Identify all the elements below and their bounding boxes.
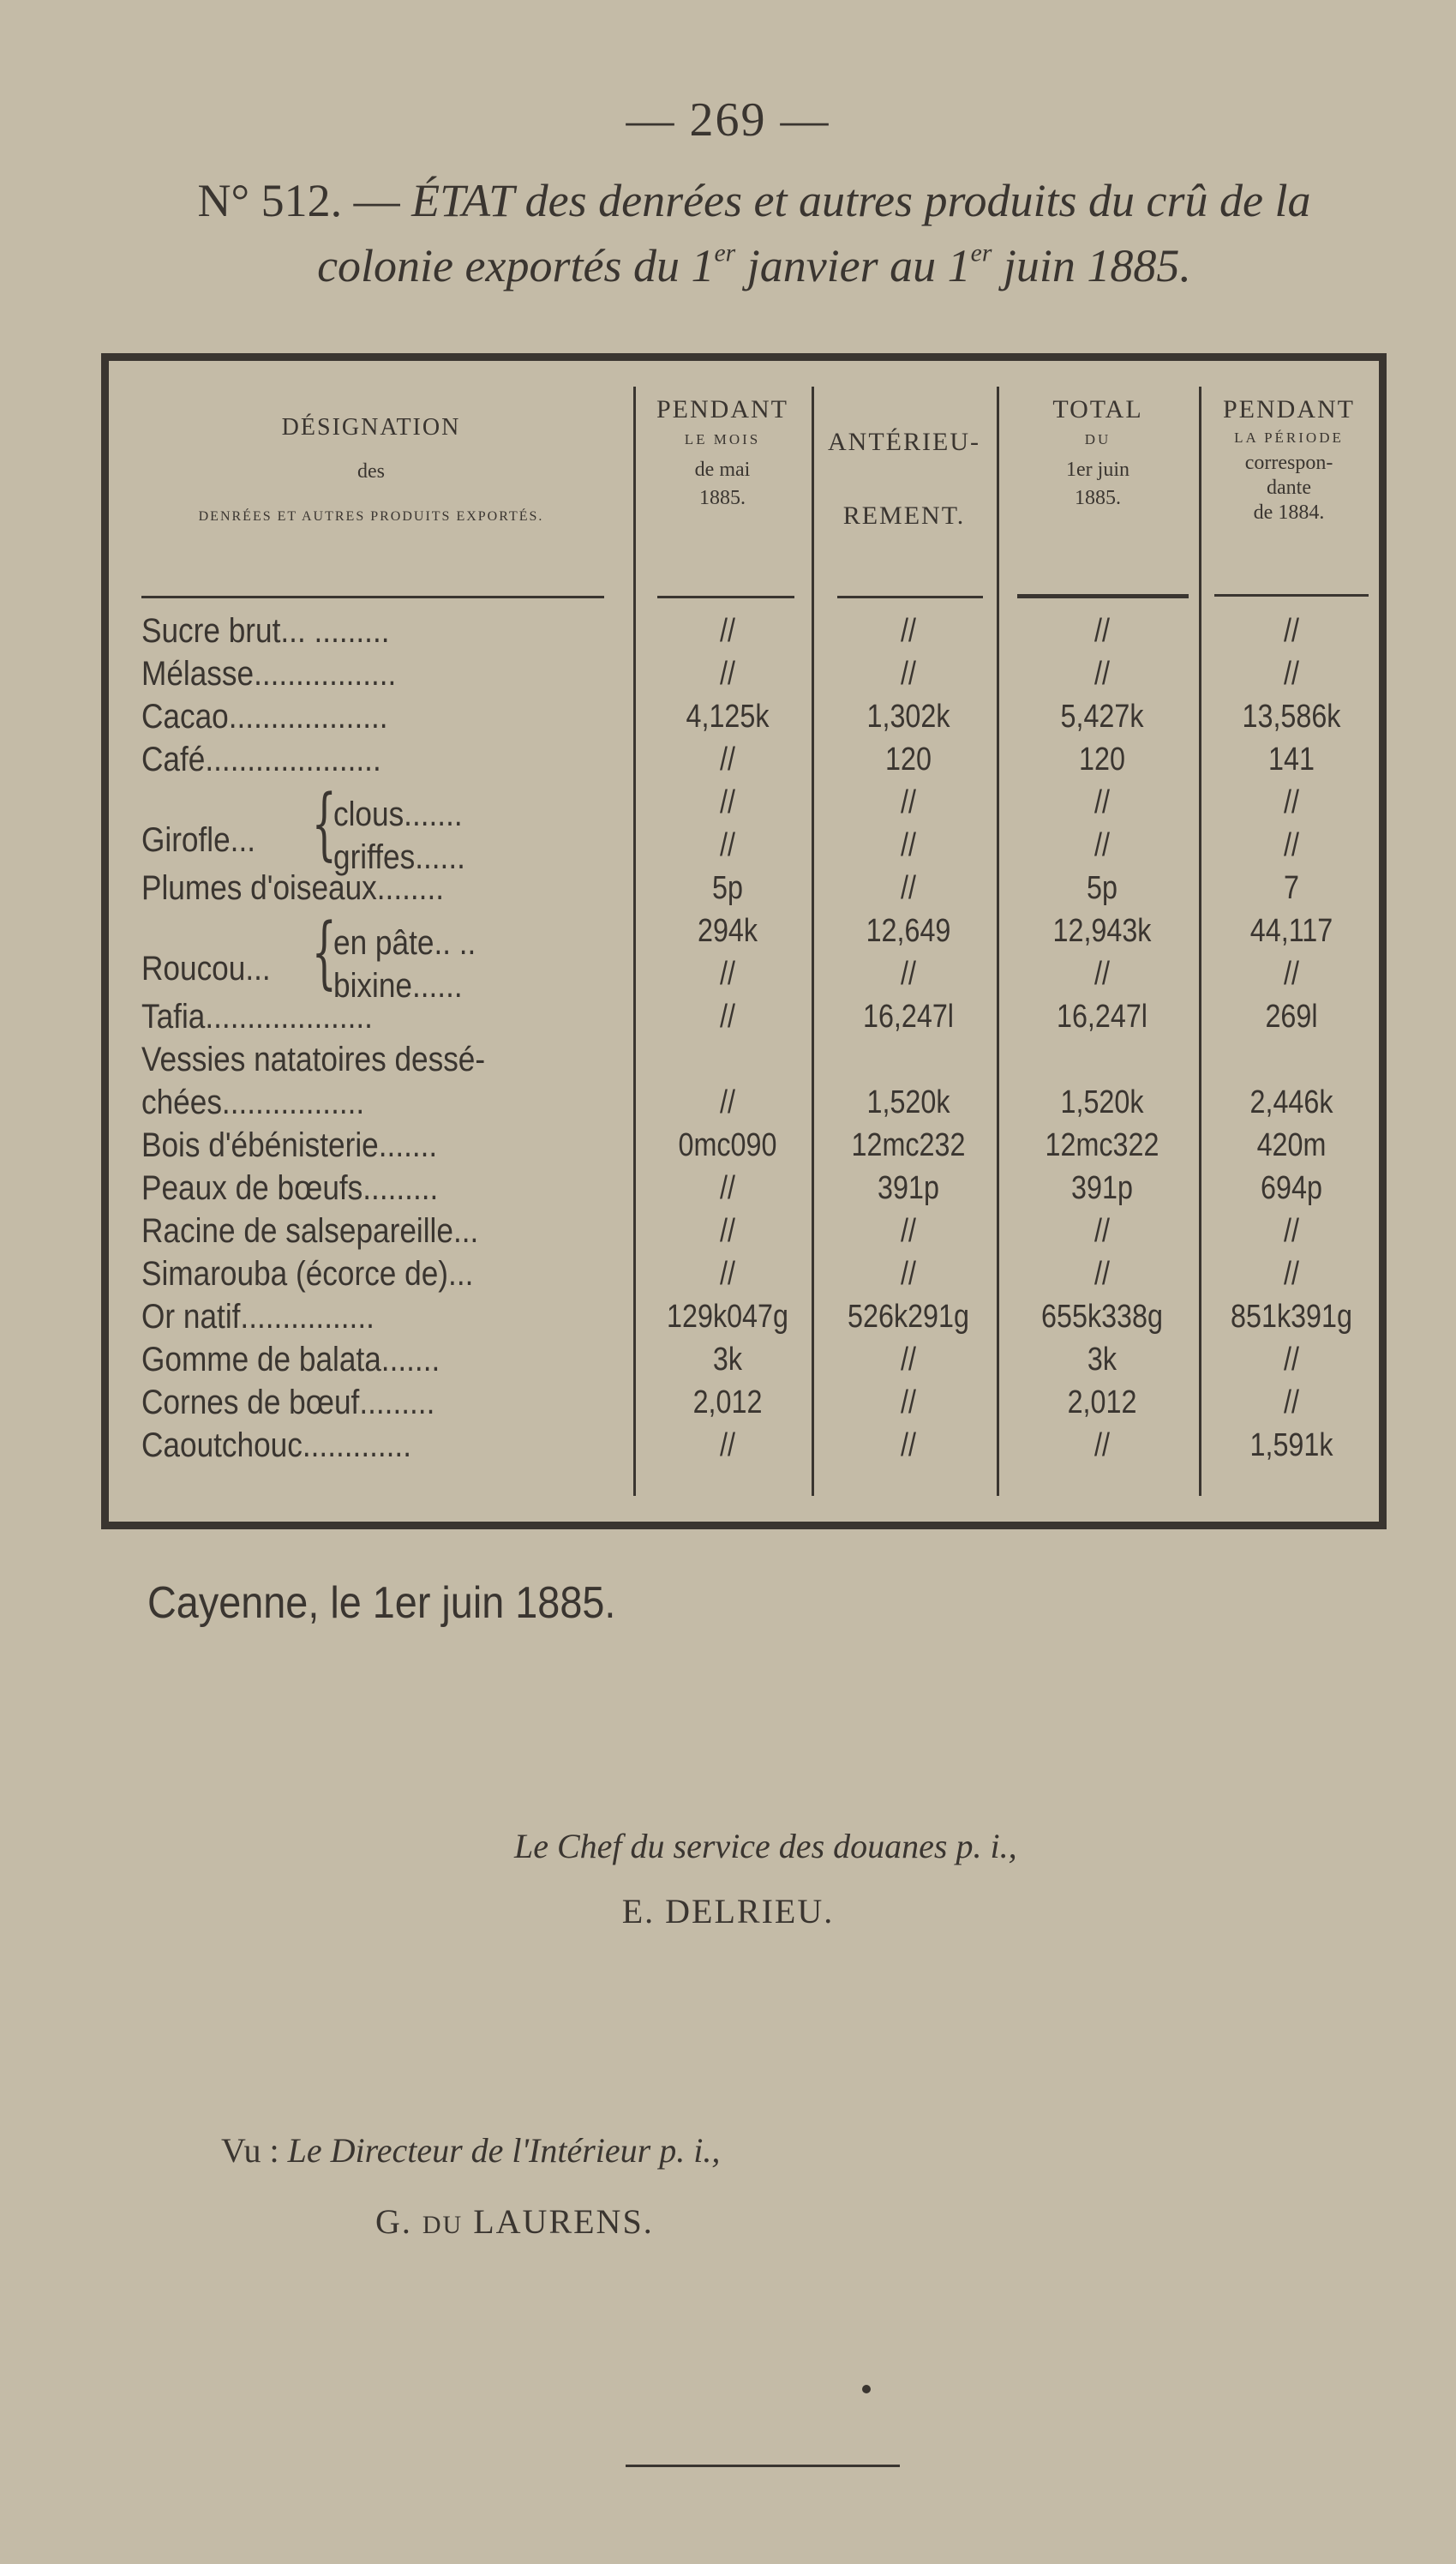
- header-designation: [109, 414, 633, 525]
- cell-c3: //: [1094, 827, 1110, 863]
- cell-c3: 1,520k: [1060, 1084, 1144, 1120]
- cell-c3: 16,247l: [1057, 999, 1147, 1035]
- cell-c2: 526k291g: [848, 1299, 969, 1335]
- table-row: [109, 1338, 1379, 1381]
- cell-c2: 12mc232: [851, 1127, 966, 1163]
- cell-c4: //: [1284, 827, 1299, 863]
- header-rule-4: [1017, 594, 1189, 598]
- header-col4-a: PENDANT: [1223, 395, 1355, 423]
- cell-c3: 5,427k: [1060, 699, 1144, 735]
- cell-c4: 694p: [1261, 1170, 1322, 1206]
- row-label: Cacao...................: [141, 698, 388, 736]
- cell-c1: //: [720, 999, 735, 1035]
- title-line-1-text: ÉTAT des denrées et autres produits du crû de la: [411, 175, 1311, 226]
- row-label: Or natif................: [141, 1298, 374, 1336]
- cell-c3: 12mc322: [1045, 1127, 1159, 1163]
- header-col1-c: de mai: [694, 459, 751, 481]
- table-row: [109, 738, 1379, 781]
- cell-c2: 1,302k: [866, 699, 950, 735]
- cell-c3: 655k338g: [1041, 1299, 1163, 1335]
- cell-c4: 141: [1268, 742, 1315, 778]
- place-date: Cayenne, le 1er juin 1885.: [147, 1578, 616, 1628]
- row-label: Bois d'ébénisterie.......: [141, 1126, 438, 1164]
- cell-c2: 391p: [878, 1170, 939, 1206]
- cell-c2: //: [901, 613, 916, 649]
- cell-c2: //: [901, 827, 916, 863]
- header-rule-1: [141, 596, 604, 598]
- cell-c3: 3k: [1087, 1342, 1117, 1378]
- header-col3-c: 1er juin: [1066, 459, 1129, 481]
- cell-c3: //: [1094, 956, 1110, 992]
- cell-c1: //: [720, 1427, 735, 1463]
- signature-name: E. DELRIEU.: [621, 1892, 835, 1931]
- row-label: Vessies natatoires dessé-: [141, 1041, 486, 1078]
- cell-c4: 420m: [1256, 1127, 1327, 1163]
- girofle-sub-2: griffes......: [333, 838, 465, 876]
- roucou-brace: {: [311, 906, 337, 998]
- header-col2-a: ANTÉRIEU-: [828, 428, 980, 456]
- table-row: [109, 1295, 1379, 1338]
- header-col3-d: 1885.: [1075, 487, 1121, 509]
- header-col4-c: correspon-: [1244, 452, 1333, 474]
- table-row: [109, 1081, 1379, 1124]
- cell-c2: //: [901, 656, 916, 692]
- row-label: Mélasse.................: [141, 655, 397, 693]
- vu-prefix: Vu :: [221, 2131, 288, 2170]
- cell-c1: //: [720, 1213, 735, 1249]
- cell-c2: 120: [885, 742, 932, 778]
- girofle-sub-1: clous.......: [333, 796, 463, 833]
- cell-c2: //: [901, 1427, 916, 1463]
- cell-c3: //: [1094, 1427, 1110, 1463]
- cell-c4: 851k391g: [1231, 1299, 1352, 1335]
- table-row: [109, 910, 1379, 952]
- cell-c1: 4,125k: [686, 699, 770, 735]
- table-row: [109, 1210, 1379, 1252]
- title-line-1: [86, 168, 1423, 233]
- header-col-4: [1199, 395, 1379, 525]
- roucou-label: Roucou...: [141, 950, 271, 988]
- cell-c3: 5p: [1087, 870, 1117, 906]
- vu-name: [375, 2201, 654, 2242]
- cell-c4: //: [1284, 1256, 1299, 1292]
- cell-c2: 1,520k: [866, 1084, 950, 1120]
- cell-c4: //: [1284, 1213, 1299, 1249]
- table-row: [109, 995, 1379, 1038]
- title-line-2-b: janvier au 1: [735, 240, 971, 291]
- table-row: [109, 1124, 1379, 1167]
- cell-c1: 5p: [712, 870, 743, 906]
- table-row: [109, 695, 1379, 738]
- cell-c4: 1,591k: [1249, 1427, 1333, 1463]
- header-col4-b: LA PÉRIODE: [1234, 429, 1344, 446]
- row-label: Plumes d'oiseaux........: [141, 869, 445, 907]
- header-rule-3: [837, 596, 983, 598]
- table-row: [109, 952, 1379, 995]
- header-designation-2: des: [357, 460, 385, 483]
- header-rule-5: [1214, 594, 1369, 597]
- title-line-2-a: colonie exportés du 1: [317, 240, 715, 291]
- row-label: Gomme de balata.......: [141, 1341, 440, 1378]
- header-rule-2: [657, 596, 794, 598]
- cell-c3: 391p: [1071, 1170, 1133, 1206]
- vu-title: Le Directeur de l'Intérieur p. i.,: [287, 2131, 721, 2170]
- cell-c3: //: [1094, 784, 1110, 820]
- cell-c2: //: [901, 956, 916, 992]
- cell-c3: 120: [1079, 742, 1125, 778]
- header-col-2: [812, 428, 997, 531]
- title-number: N° 512. —: [197, 175, 412, 226]
- cell-c3: 12,943k: [1052, 913, 1152, 949]
- cell-c3: //: [1094, 1256, 1110, 1292]
- cell-c1: //: [720, 1084, 735, 1120]
- cell-c1: 294k: [697, 913, 758, 949]
- row-label: Racine de salsepareille...: [141, 1212, 479, 1250]
- cell-c1: //: [720, 656, 735, 692]
- row-label: Simarouba (écorce de)...: [141, 1255, 474, 1293]
- cell-c1: //: [720, 956, 735, 992]
- cell-c1: 3k: [712, 1342, 743, 1378]
- title-line-2: [86, 233, 1423, 298]
- signature-title: Le Chef du service des douanes p. i.,: [514, 1827, 1017, 1865]
- cell-c1: //: [720, 827, 735, 863]
- cell-c4: 2,446k: [1249, 1084, 1333, 1120]
- row-label: Tafia....................: [141, 998, 373, 1036]
- cell-c1: 2,012: [692, 1384, 763, 1420]
- row-label: Cornes de bœuf.........: [141, 1384, 435, 1421]
- cell-c4: 7: [1284, 870, 1299, 906]
- header-col3-b: DU: [1084, 431, 1111, 447]
- header-col1-b: LE MOIS: [684, 431, 761, 447]
- row-label: Caoutchouc.............: [141, 1426, 411, 1464]
- header-designation-1: DÉSIGNATION: [281, 414, 461, 441]
- cell-c1: //: [720, 784, 735, 820]
- header-col-1: [633, 395, 812, 510]
- table-row: [109, 1167, 1379, 1210]
- header-col4-e: de 1884.: [1253, 501, 1325, 524]
- table-row: [109, 1038, 1379, 1081]
- table-row: [109, 652, 1379, 695]
- cell-c2: //: [901, 1342, 916, 1378]
- cell-c4: //: [1284, 784, 1299, 820]
- cell-c2: 12,649: [866, 913, 951, 949]
- roucou-sub-1: en pâte.. ..: [333, 924, 476, 962]
- end-rule: [626, 2465, 900, 2467]
- document-title: [86, 168, 1423, 298]
- table-row: [109, 1252, 1379, 1295]
- header-designation-3: DENRÉES ET AUTRES PRODUITS EXPORTÉS.: [198, 509, 544, 524]
- cell-c2: 16,247l: [863, 999, 954, 1035]
- vu-name-c: LAURENS.: [463, 2202, 654, 2241]
- cell-c3: //: [1094, 656, 1110, 692]
- cell-c4: 44,117: [1249, 913, 1333, 949]
- cell-c4: //: [1284, 613, 1299, 649]
- cell-c3: //: [1094, 1213, 1110, 1249]
- table-row: [109, 824, 1379, 867]
- header-col3-a: TOTAL: [1052, 395, 1143, 423]
- row-label: Peaux de bœufs.........: [141, 1169, 439, 1207]
- cell-c1: //: [720, 613, 735, 649]
- title-sup-2: er: [970, 239, 992, 267]
- header-col-3: [997, 395, 1199, 510]
- cell-c1: 129k047g: [667, 1299, 788, 1335]
- table-row: [109, 781, 1379, 824]
- table-row: [109, 1381, 1379, 1424]
- row-label: Café.....................: [141, 741, 381, 778]
- cell-c2: //: [901, 784, 916, 820]
- vu-name-b: DU: [422, 2211, 464, 2239]
- exports-table: [101, 353, 1387, 1529]
- cell-c2: //: [901, 1256, 916, 1292]
- row-label: Sucre brut... .........: [141, 612, 390, 650]
- header-col4-d: dante: [1267, 477, 1311, 499]
- table-row: [109, 609, 1379, 652]
- cell-c1: 0mc090: [678, 1127, 777, 1163]
- title-sup-1: er: [714, 239, 736, 267]
- header-col1-d: 1885.: [699, 487, 746, 509]
- girofle-brace: {: [311, 778, 337, 869]
- row-label: chées.................: [141, 1084, 365, 1121]
- vu-line: [221, 2130, 720, 2171]
- page-number: — 269 —: [626, 93, 830, 147]
- table-row: [109, 867, 1379, 910]
- cell-c1: //: [720, 1170, 735, 1206]
- header-col1-a: PENDANT: [656, 395, 788, 423]
- cell-c4: 269l: [1265, 999, 1318, 1035]
- roucou-sub-2: bixine......: [333, 967, 463, 1005]
- girofle-label: Girofle...: [141, 821, 256, 859]
- cell-c1: //: [720, 1256, 735, 1292]
- title-line-2-c: juin 1885.: [992, 240, 1191, 291]
- cell-c4: //: [1284, 1384, 1299, 1420]
- cell-c3: //: [1094, 613, 1110, 649]
- cell-c1: //: [720, 742, 735, 778]
- table-row: [109, 1424, 1379, 1467]
- vu-name-a: G.: [375, 2202, 422, 2241]
- header-col2-b: REMENT.: [842, 501, 966, 530]
- cell-c4: 13,586k: [1242, 699, 1341, 735]
- cell-c4: //: [1284, 656, 1299, 692]
- cell-c3: 2,012: [1067, 1384, 1137, 1420]
- cell-c4: //: [1284, 956, 1299, 992]
- cell-c2: //: [901, 1384, 916, 1420]
- ornament-dot: [862, 2385, 871, 2393]
- cell-c4: //: [1284, 1342, 1299, 1378]
- cell-c2: //: [901, 1213, 916, 1249]
- cell-c2: //: [901, 870, 916, 906]
